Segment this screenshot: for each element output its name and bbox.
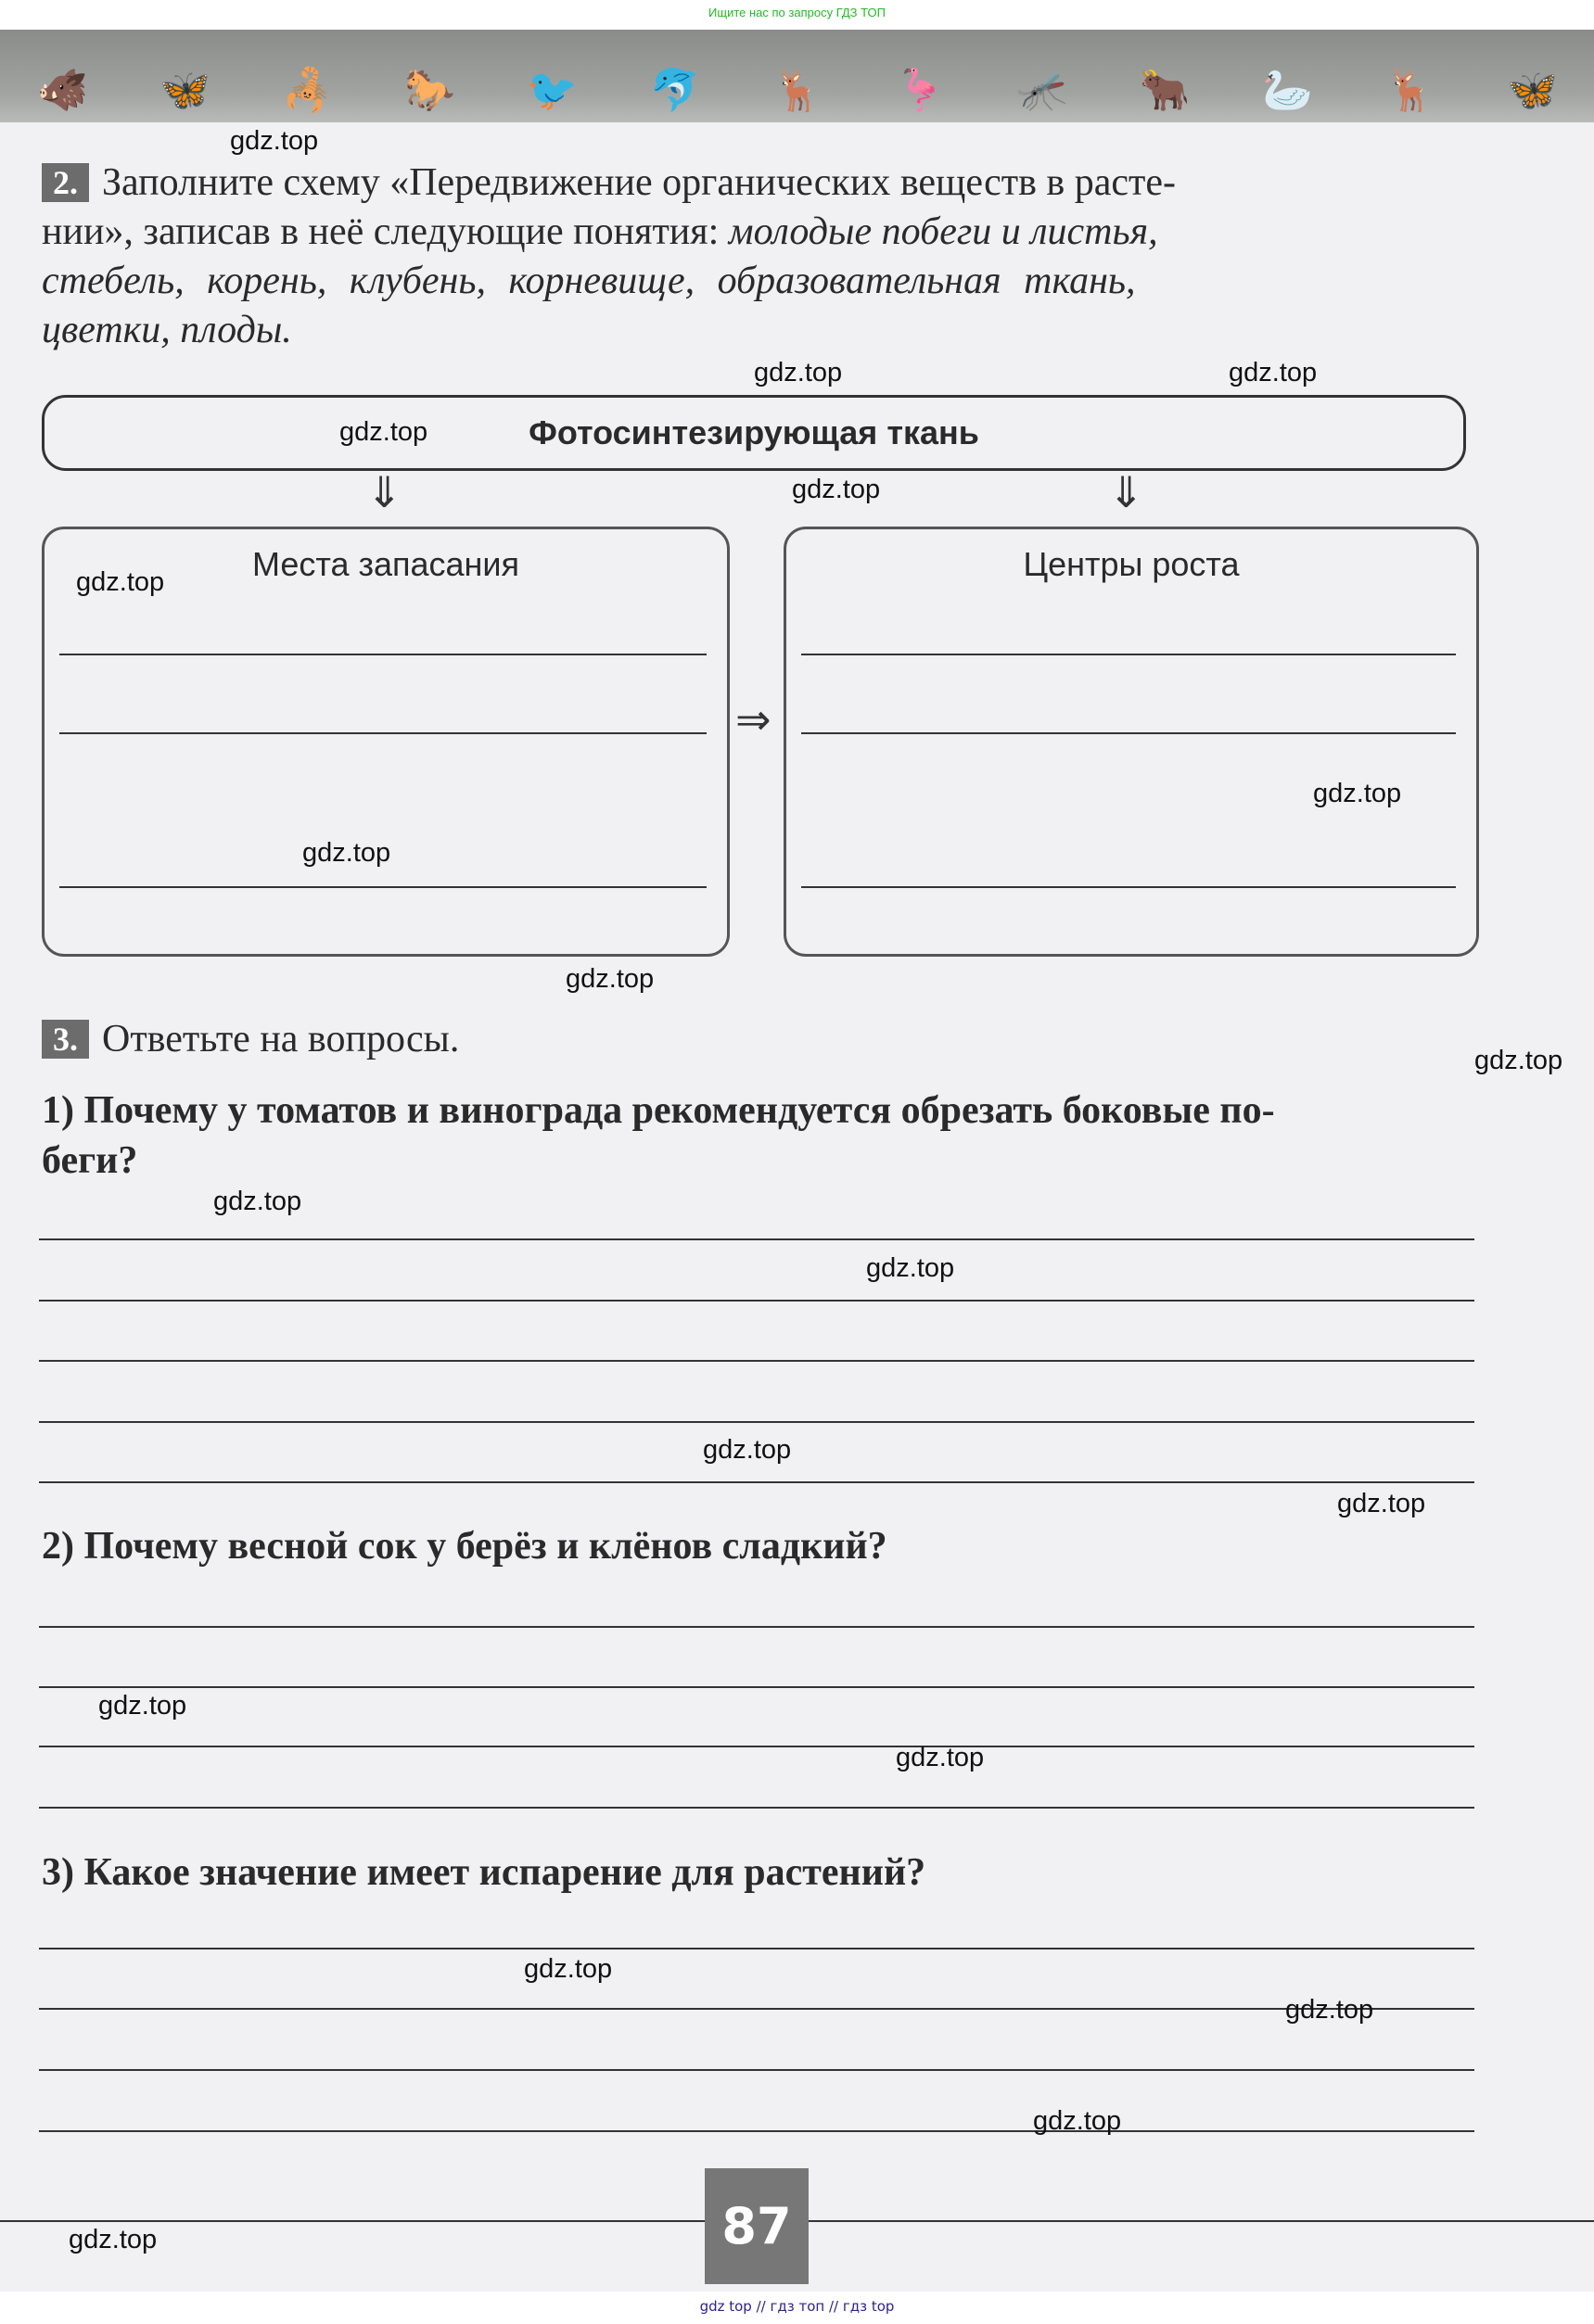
down-arrow-icon: ⇓ bbox=[1108, 467, 1144, 517]
horse-icon: 🐎 bbox=[404, 67, 456, 114]
task-number-badge: 3. bbox=[42, 1020, 89, 1059]
watermark: gdz.top bbox=[866, 1253, 955, 1283]
watermark: gdz.top bbox=[1474, 1046, 1563, 1075]
watermark: gdz.top bbox=[98, 1691, 187, 1721]
watermark: gdz.top bbox=[69, 2225, 158, 2254]
task2-text: нии», записав в неё следующие понятия: bbox=[42, 210, 729, 253]
antelope-icon: 🦌 bbox=[1384, 67, 1435, 114]
butterfly-icon: 🦋 bbox=[1507, 67, 1558, 114]
answer-line[interactable] bbox=[39, 2130, 1474, 2132]
answer-line[interactable] bbox=[39, 1746, 1474, 1747]
answer-line[interactable] bbox=[801, 654, 1456, 655]
task3-title bbox=[42, 1016, 459, 1062]
search-hint: Ищите нас по запросу ГДЗ ТОП bbox=[708, 6, 886, 19]
right-arrow-icon: ⇒ bbox=[735, 694, 771, 744]
growth-centers-title: Центры роста bbox=[1023, 545, 1240, 583]
question-1-line2: беги? bbox=[42, 1139, 138, 1182]
watermark: gdz.top bbox=[76, 567, 165, 597]
answer-line[interactable] bbox=[59, 886, 707, 888]
answer-line[interactable] bbox=[39, 1626, 1474, 1628]
task3-text: Ответьте на вопросы. bbox=[102, 1018, 460, 1060]
insect-icon: 🦟 bbox=[1016, 67, 1068, 114]
watermark: gdz.top bbox=[754, 358, 843, 387]
storage-places-title: Места запасания bbox=[251, 545, 520, 583]
scorpion-icon: 🦂 bbox=[282, 67, 333, 114]
task2-line2 bbox=[42, 209, 1158, 255]
header-banner bbox=[0, 30, 1594, 122]
footer-text: gdz top // гдз топ // гдз top bbox=[699, 2298, 895, 2315]
dolphin-icon: 🐬 bbox=[649, 67, 701, 114]
answer-line[interactable] bbox=[39, 1421, 1474, 1423]
animal-silhouettes bbox=[37, 67, 1558, 115]
task2-line3 bbox=[42, 258, 1136, 304]
answer-line[interactable] bbox=[39, 2008, 1474, 2010]
deer-icon: 🦌 bbox=[771, 67, 823, 114]
question-3: 3) Какое значение имеет испарение для растений? bbox=[42, 1851, 926, 1894]
question-1-line1: 1) Почему у томатов и винограда рекомендуется обрезать боковые по- bbox=[42, 1089, 1275, 1132]
task2-line4 bbox=[42, 307, 292, 353]
watermark: gdz.top bbox=[1229, 358, 1318, 387]
bird-icon: 🐦 bbox=[527, 67, 579, 114]
page-number: 87 bbox=[705, 2168, 809, 2284]
watermark: gdz.top bbox=[792, 475, 881, 504]
answer-line[interactable] bbox=[39, 1481, 1474, 1483]
watermark: gdz.top bbox=[703, 1435, 792, 1465]
answer-line[interactable] bbox=[59, 732, 707, 734]
task2-terms: молодые побеги и листья, bbox=[728, 210, 1158, 253]
watermark: gdz.top bbox=[1285, 1995, 1374, 2025]
growth-centers-box bbox=[784, 527, 1479, 957]
watermark: gdz.top bbox=[1033, 2106, 1122, 2136]
answer-line[interactable] bbox=[39, 1238, 1474, 1240]
task2-text: Заполните схему «Передвижение органических веществ в расте- bbox=[102, 161, 1176, 204]
butterfly-icon: 🦋 bbox=[159, 67, 210, 114]
scheme-header-box: Фотосинтезирующая ткань bbox=[42, 395, 1466, 471]
watermark: gdz.top bbox=[896, 1743, 985, 1772]
watermark: gdz.top bbox=[339, 417, 428, 447]
answer-line[interactable] bbox=[801, 732, 1456, 734]
task-number-badge: 2. bbox=[42, 163, 89, 202]
crane-icon: 🦢 bbox=[1261, 67, 1313, 114]
answer-line[interactable] bbox=[39, 1807, 1474, 1809]
watermark: gdz.top bbox=[1337, 1489, 1426, 1518]
watermark: gdz.top bbox=[566, 964, 655, 994]
answer-line[interactable] bbox=[39, 2069, 1474, 2071]
flamingo-icon: 🦩 bbox=[894, 67, 946, 114]
task2-line1 bbox=[42, 159, 1176, 206]
boar-icon: 🐗 bbox=[37, 67, 88, 114]
task2-terms: стебель, корень, клубень, корневище, образовательная ткань, bbox=[42, 260, 1136, 302]
task2-terms: цветки, плоды. bbox=[42, 309, 292, 351]
answer-line[interactable] bbox=[39, 1948, 1474, 1949]
question-2: 2) Почему весной сок у берёз и клёнов сладкий? bbox=[42, 1525, 887, 1568]
down-arrow-icon: ⇓ bbox=[366, 467, 402, 517]
answer-line[interactable] bbox=[39, 1300, 1474, 1302]
watermark: gdz.top bbox=[302, 838, 391, 868]
watermark: gdz.top bbox=[524, 1954, 613, 1984]
watermark: gdz.top bbox=[213, 1187, 302, 1216]
watermark: gdz.top bbox=[1313, 779, 1402, 808]
bull-icon: 🐂 bbox=[1139, 67, 1191, 114]
watermark: gdz.top bbox=[230, 126, 319, 156]
answer-line[interactable] bbox=[59, 654, 707, 655]
answer-line[interactable] bbox=[39, 1686, 1474, 1688]
answer-line[interactable] bbox=[801, 886, 1456, 888]
answer-line[interactable] bbox=[39, 1360, 1474, 1362]
